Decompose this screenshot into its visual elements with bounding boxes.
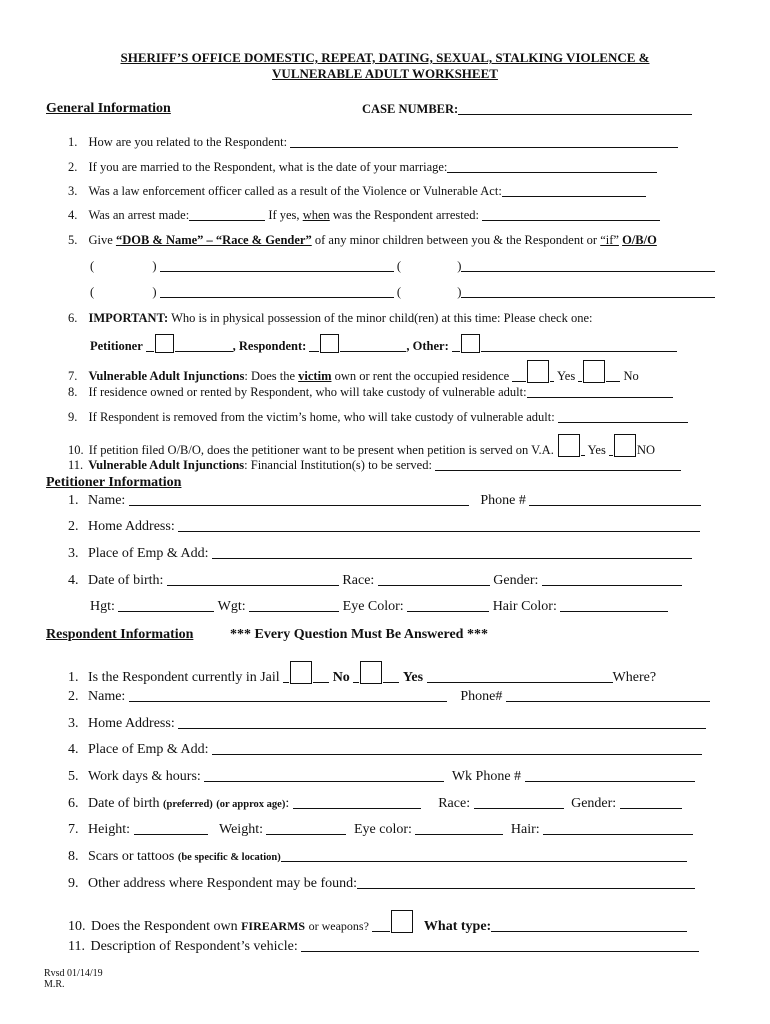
- q5-obo: O/B/O: [622, 233, 657, 247]
- general-q2: [68, 160, 657, 175]
- respondent-q11: [68, 939, 699, 955]
- paren-close: ): [152, 285, 157, 299]
- petitioner-race-field[interactable]: [378, 573, 490, 586]
- q4-when: when: [302, 208, 330, 222]
- petitioner-q1: [68, 493, 701, 509]
- jail-where-field[interactable]: [427, 670, 613, 683]
- underline: [452, 339, 460, 352]
- respondent-q10: [68, 910, 687, 935]
- financial-institution-field[interactable]: [435, 458, 681, 471]
- custody-if-removed-field[interactable]: [558, 410, 688, 423]
- underline: [383, 670, 399, 683]
- q10-no-checkbox[interactable]: [614, 434, 636, 457]
- petitioner-phone-field[interactable]: [529, 493, 701, 506]
- q3-label: Was a law enforcement officer called as a result of the Violence or Vulnerable Act:: [88, 184, 502, 198]
- petitioner-name-label: Name:: [88, 493, 126, 508]
- child-dob-name-field[interactable]: [160, 259, 394, 272]
- q-number: 2.: [68, 519, 79, 534]
- respondent-race-field[interactable]: [474, 796, 564, 809]
- general-q3: [68, 184, 646, 199]
- wk-phone-field[interactable]: [525, 769, 695, 782]
- q7-does: : Does the: [244, 369, 296, 383]
- respondent-q4: [68, 742, 702, 758]
- respondent-weight-label: Weight:: [219, 822, 263, 837]
- colon: :: [285, 796, 290, 811]
- paren-close: ): [457, 259, 462, 273]
- paren-open: (: [90, 259, 95, 273]
- underline: [175, 339, 233, 352]
- respondent-eye-field[interactable]: [415, 822, 503, 835]
- underline: [309, 339, 319, 352]
- other-address-label: Other address where Respondent may be found:: [88, 876, 358, 891]
- petitioner-hair-field[interactable]: [560, 599, 668, 612]
- respondent-dob-field[interactable]: [293, 796, 421, 809]
- relation-field[interactable]: [290, 135, 678, 148]
- petitioner-emp-field[interactable]: [212, 546, 692, 559]
- general-q7: [68, 360, 639, 384]
- q-number: 8.: [68, 849, 79, 864]
- paren-close: ): [457, 285, 462, 299]
- q4-arrested: was the Respondent arrested:: [332, 208, 480, 222]
- jail-label: Is the Respondent currently in Jail: [88, 670, 280, 685]
- petitioner-home-label: Home Address:: [88, 519, 175, 534]
- q5-if: “if”: [600, 233, 619, 247]
- general-info-heading: General Information: [46, 101, 171, 116]
- q-number: 8.: [68, 385, 78, 399]
- q6-important: IMPORTANT:: [88, 311, 169, 325]
- underline: [512, 369, 526, 382]
- vehicle-label: Description of Respondent’s vehicle:: [90, 939, 298, 954]
- respondent-dob-label: Date of birth: [88, 796, 160, 811]
- underline: [146, 339, 154, 352]
- q-number: 2.: [68, 689, 79, 704]
- q-number: 11.: [68, 458, 84, 472]
- petitioner-physical-row: [90, 599, 668, 615]
- q-number: 5.: [68, 233, 78, 247]
- petitioner-label: Petitioner: [90, 339, 143, 353]
- colon: :: [302, 339, 307, 353]
- respondent-phone-label: Phone#: [460, 689, 503, 704]
- q-number: 6.: [68, 796, 79, 811]
- q-number: 4.: [68, 208, 78, 222]
- marriage-date-field[interactable]: [447, 160, 657, 173]
- underline: [372, 919, 390, 932]
- respondent-q5: [68, 769, 695, 785]
- petitioner-race-label: Race:: [342, 573, 375, 588]
- custody-if-respondent-owns-field[interactable]: [527, 385, 673, 398]
- q7-no-checkbox[interactable]: [583, 360, 605, 383]
- underline: [606, 369, 620, 382]
- officer-called-field[interactable]: [502, 184, 646, 197]
- q-number: 9.: [68, 876, 79, 891]
- q8-label: If residence owned or rented by Respondent, who will take custody of vulnerable adult:: [88, 385, 527, 399]
- case-number-label: CASE NUMBER:: [362, 102, 459, 116]
- underline: [550, 369, 554, 382]
- petitioner-hgt-label: Hgt:: [90, 599, 115, 614]
- q5-give: Give: [88, 233, 113, 247]
- q-number: 4.: [68, 573, 79, 588]
- q-number: 3.: [68, 184, 78, 198]
- q4-label: Was an arrest made:: [88, 208, 190, 222]
- petitioner-dob-field[interactable]: [167, 573, 339, 586]
- jail-no-label: No: [332, 670, 350, 685]
- respondent-hair-field[interactable]: [543, 822, 693, 835]
- paren-open: (: [90, 285, 95, 299]
- petitioner-name-field[interactable]: [129, 493, 469, 506]
- what-type-field[interactable]: [491, 919, 687, 932]
- q-number: 3.: [68, 546, 79, 561]
- petitioner-eye-field[interactable]: [407, 599, 489, 612]
- q9-label: If Respondent is removed from the victim’s home, who will take custody of vulnerable adult:: [88, 410, 555, 424]
- firearms-bold: FIREARMS: [241, 919, 306, 933]
- firearms-or-weapons: or weapons?: [308, 919, 369, 933]
- underline: [283, 670, 289, 683]
- q5-dob-name: “DOB & Name” – “Race & Gender”: [115, 233, 312, 247]
- general-q8: [68, 385, 673, 400]
- wk-phone-label: Wk Phone #: [451, 769, 522, 784]
- underline: [353, 670, 359, 683]
- q11-label: : Financial Institution(s) to be served:: [244, 458, 432, 472]
- scars-note: (be specific & location): [177, 852, 281, 863]
- q4-if-yes: If yes,: [268, 208, 300, 222]
- work-days-field[interactable]: [204, 769, 444, 782]
- q6-label: Who is in physical possession of the minor child(ren) at this time: Please check one:: [171, 311, 593, 325]
- q7-victim: victim: [298, 369, 332, 383]
- q-number: 11.: [68, 939, 85, 954]
- respondent-q1: [68, 661, 656, 686]
- paren-open: (: [396, 259, 402, 273]
- firearms-label: Does the Respondent own: [91, 919, 238, 934]
- child-row-1: [90, 259, 715, 274]
- petitioner-dob-label: Date of birth:: [88, 573, 164, 588]
- petitioner-q2: [68, 519, 700, 535]
- respondent-gender-field[interactable]: [620, 796, 682, 809]
- respondent-emp-label: Place of Emp & Add:: [88, 742, 209, 757]
- underline: [581, 443, 585, 456]
- q10-no-label: NO: [636, 443, 656, 457]
- q7-label: own or rent the occupied residence: [334, 369, 510, 383]
- arrest-date-field[interactable]: [482, 208, 660, 221]
- q-number: 2.: [68, 160, 78, 174]
- worksheet-title-line2: VULNERABLE ADULT WORKSHEET: [272, 66, 498, 81]
- respondent-name-field[interactable]: [129, 689, 447, 702]
- dob-approx-note: or approx age): [219, 799, 286, 810]
- petitioner-gender-label: Gender:: [493, 573, 539, 588]
- general-q11: [68, 458, 681, 473]
- q2-label: If you are married to the Respondent, what is the date of your marriage:: [88, 160, 448, 174]
- child-dob-name-field[interactable]: [160, 285, 394, 298]
- underline: [313, 670, 329, 683]
- scars-label: Scars or tattoos: [88, 849, 175, 864]
- custody-checkbox-row: [90, 334, 677, 354]
- respondent-info-heading: Respondent Information: [46, 627, 194, 642]
- q11-va-injunctions: Vulnerable Adult Injunctions: [88, 458, 245, 472]
- underline: [609, 443, 613, 456]
- petitioner-phone-label: Phone #: [480, 493, 526, 508]
- child-row-2: [90, 285, 715, 300]
- general-q1: [68, 135, 678, 150]
- colon: :: [444, 339, 449, 353]
- petitioner-wgt-field[interactable]: [249, 599, 339, 612]
- general-q9: [68, 410, 688, 425]
- q-number: 3.: [68, 716, 79, 731]
- petitioner-q3: [68, 546, 692, 562]
- petitioner-hair-label: Hair Color:: [492, 599, 557, 614]
- q-number: 10.: [68, 919, 86, 934]
- other-address-field[interactable]: [357, 876, 695, 889]
- petitioner-q4: [68, 573, 682, 589]
- vehicle-field[interactable]: [301, 939, 699, 952]
- q-number: 7.: [68, 822, 79, 837]
- q-number: 10.: [68, 443, 84, 457]
- q-number: 4.: [68, 742, 79, 757]
- scars-field[interactable]: [281, 849, 687, 862]
- arrest-made-field[interactable]: [189, 208, 265, 221]
- firearms-checkbox[interactable]: [391, 910, 413, 933]
- respondent-weight-field[interactable]: [266, 822, 346, 835]
- respondent-q6: [68, 796, 682, 812]
- q-number: 1.: [68, 135, 78, 149]
- petitioner-gender-field[interactable]: [542, 573, 682, 586]
- petitioner-wgt-label: Wgt:: [217, 599, 246, 614]
- jail-where-label: Where?: [612, 670, 657, 685]
- q-number: 7.: [68, 369, 78, 383]
- petitioner-hgt-field[interactable]: [118, 599, 214, 612]
- q-number: 5.: [68, 769, 79, 784]
- petitioner-checkbox[interactable]: [155, 334, 174, 353]
- respondent-hair-label: Hair:: [510, 822, 540, 837]
- jail-yes-checkbox[interactable]: [360, 661, 382, 684]
- worksheet-title-line1: SHERIFF’S OFFICE DOMESTIC, REPEAT, DATING, SEXUAL, STALKING VIOLENCE &: [120, 50, 650, 65]
- respondent-q9: [68, 876, 695, 892]
- respondent-gender-label: Gender:: [571, 796, 617, 811]
- respondent-height-label: Height:: [88, 822, 130, 837]
- q10-yes-checkbox[interactable]: [558, 434, 580, 457]
- general-q6: [68, 311, 593, 326]
- q7-no-label: No: [623, 369, 639, 383]
- respondent-name-label: Name:: [88, 689, 126, 704]
- respondent-q3: [68, 716, 706, 732]
- revision-date: Rvsd 01/14/19: [44, 968, 103, 979]
- dob-preferred-note: (preferred): [163, 799, 213, 810]
- respondent-phone-field[interactable]: [506, 689, 710, 702]
- q1-label: How are you related to the Respondent:: [88, 135, 288, 149]
- q7-va-injunctions: Vulnerable Adult Injunctions: [88, 369, 245, 383]
- general-q4: [68, 208, 660, 223]
- respondent-q7: [68, 822, 693, 838]
- other-checkbox[interactable]: [461, 334, 480, 353]
- paren-close: ): [152, 259, 157, 273]
- work-days-label: Work days & hours:: [88, 769, 201, 784]
- respondent-height-field[interactable]: [134, 822, 208, 835]
- q10-yes-label: Yes: [587, 443, 606, 457]
- respondent-emp-field[interactable]: [212, 742, 702, 755]
- petitioner-eye-label: Eye Color:: [342, 599, 404, 614]
- dob-approx-open: (: [216, 799, 220, 810]
- q-number: 1.: [68, 670, 79, 685]
- respondent-label: , Respondent: [232, 339, 303, 353]
- respondent-eye-label: Eye color:: [353, 822, 412, 837]
- child-race-gender-field[interactable]: [461, 285, 715, 298]
- respondent-notice: *** Every Question Must Be Answered ***: [230, 627, 488, 642]
- revision-initials: M.R.: [44, 979, 65, 990]
- case-number-field[interactable]: [458, 102, 692, 115]
- general-q10: [68, 434, 655, 458]
- q7-yes-label: Yes: [557, 369, 576, 383]
- q-number: 1.: [68, 493, 79, 508]
- underline: [578, 369, 582, 382]
- other-label: , Other: [406, 339, 445, 353]
- paren-open: (: [396, 285, 402, 299]
- respondent-q2: [68, 689, 710, 705]
- what-type-label: What type:: [423, 919, 492, 934]
- underline: [340, 339, 406, 352]
- petitioner-emp-label: Place of Emp & Add:: [88, 546, 209, 561]
- case-number-row: [362, 102, 692, 117]
- respondent-q8: [68, 849, 687, 865]
- respondent-race-label: Race:: [438, 796, 471, 811]
- other-custody-field[interactable]: [481, 339, 677, 352]
- jail-no-checkbox[interactable]: [290, 661, 312, 684]
- general-q5: [68, 233, 657, 248]
- respondent-checkbox[interactable]: [320, 334, 339, 353]
- q5-text: of any minor children between you & the Respondent or: [314, 233, 598, 247]
- q7-yes-checkbox[interactable]: [527, 360, 549, 383]
- respondent-home-field[interactable]: [178, 716, 706, 729]
- jail-yes-label: Yes: [402, 670, 424, 685]
- petitioner-home-field[interactable]: [178, 519, 700, 532]
- petitioner-info-heading: Petitioner Information: [46, 475, 182, 490]
- child-race-gender-field[interactable]: [461, 259, 715, 272]
- q-number: 6.: [68, 311, 78, 325]
- q-number: 9.: [68, 410, 78, 424]
- respondent-home-label: Home Address:: [88, 716, 175, 731]
- q10-label: If petition filed O/B/O, does the petitioner want to be present when petition is served on V.A.: [88, 443, 554, 457]
